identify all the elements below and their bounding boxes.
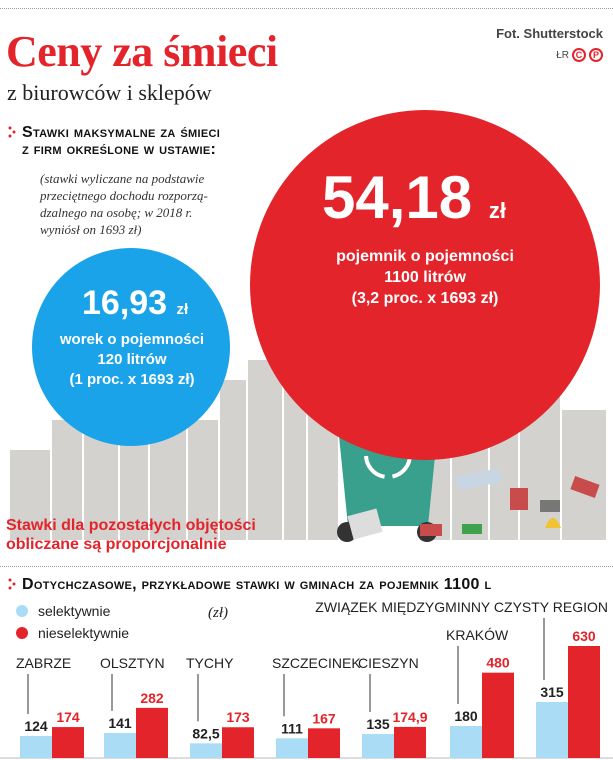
- bar-selective: [20, 736, 52, 758]
- category-label: KRAKÓW: [446, 627, 509, 643]
- bar-value-label: 82,5: [192, 725, 220, 742]
- calculation-note: [40, 170, 240, 238]
- bar-value-label: 282: [140, 689, 164, 706]
- bag-rate-description: [52, 330, 212, 390]
- page-subtitle: z biurowców i sklepów: [7, 80, 212, 105]
- bar-value-label: 167: [312, 710, 336, 727]
- bar-value-label: 173: [226, 709, 250, 726]
- category-label: ZABRZE: [16, 655, 72, 671]
- legend-label: nieselektywnie: [38, 625, 130, 641]
- bar-selective: [190, 743, 222, 758]
- bar-selective: [104, 733, 136, 758]
- heading-line-1: Stawki maksymalne za śmieci: [22, 124, 221, 141]
- bar-selective: [276, 738, 308, 758]
- desc-line: (3,2 proc. x 1693 zł): [351, 290, 499, 307]
- page-title: Ceny za śmieci: [6, 27, 278, 76]
- bar-selective: [362, 734, 394, 758]
- desc-line: 1100 litrów: [384, 269, 466, 286]
- desc-line: (1 proc. x 1693 zł): [69, 371, 195, 388]
- bar-value-label: 111: [281, 720, 303, 737]
- category-label: TYCHY: [186, 655, 234, 671]
- bag-rate-value: [82, 286, 188, 327]
- rate-unit: zł: [176, 301, 189, 318]
- heading-line-2: z firm określone w ustawie:: [22, 141, 217, 158]
- publisher-logo: [556, 48, 603, 62]
- desc-line: worek o pojemności: [59, 331, 205, 348]
- bar-value-label: 135: [366, 716, 390, 732]
- bar-selective: [450, 726, 482, 758]
- container-rate-description: [295, 246, 555, 309]
- category-label: OLSZTYN: [100, 655, 165, 671]
- bar-selective: [536, 702, 568, 758]
- bar-value-label: 174: [56, 709, 80, 726]
- top-rule: [0, 8, 613, 9]
- note-line: (stawki wyliczane na podstawie: [40, 171, 205, 186]
- category-label: CIESZYN: [358, 655, 419, 671]
- bar-nonselective: [52, 727, 84, 758]
- photo-credit: Fot. Shutterstock: [496, 26, 603, 41]
- rate-number: 54,18: [322, 164, 473, 231]
- category-label: SZCZECINEK: [272, 655, 361, 671]
- caption-line: obliczane są proporcjonalnie: [6, 536, 227, 553]
- proportional-caption: [6, 516, 256, 554]
- bar-nonselective: [136, 708, 168, 758]
- desc-line: 120 litrów: [97, 351, 167, 368]
- copyright-c-icon: C: [572, 48, 586, 62]
- bar-value-label: 315: [540, 684, 564, 700]
- section-bullet-icon: [8, 126, 18, 140]
- bar-value-label: 124: [24, 717, 48, 734]
- bar-value-label: 180: [454, 708, 478, 724]
- bar-nonselective: [222, 727, 254, 758]
- chart-unit-label: (zł): [208, 605, 228, 621]
- category-label: ZWIĄZEK MIĘDZYGMINNY CZYSTY REGION: [315, 599, 608, 615]
- bar-nonselective: [568, 646, 600, 758]
- bar-value-label: 480: [486, 654, 510, 671]
- caption-line: Stawki dla pozostałych objętości: [6, 517, 256, 534]
- section-rule: [0, 566, 613, 567]
- desc-line: pojemnik o pojemności: [336, 248, 514, 265]
- municipal-rates-bar-chart: [0, 598, 613, 760]
- bar-nonselective: [394, 727, 426, 758]
- rate-unit: zł: [488, 198, 506, 223]
- chart-title: Dotychczasowe, przykładowe stawki w gminach za pojemnik 1100 l: [22, 576, 492, 593]
- section-heading-max-rates: [22, 124, 292, 158]
- bar-value-label: 141: [108, 714, 132, 731]
- note-line: dzalnego na osobę; w 2018 r.: [40, 205, 193, 220]
- rate-number: 16,93: [82, 284, 168, 322]
- bar-nonselective: [482, 673, 514, 758]
- author-initials: ŁR: [556, 49, 569, 61]
- bar-nonselective: [308, 728, 340, 758]
- bar-value-label: 630: [572, 628, 596, 644]
- legend-label: selektywnie: [38, 603, 111, 619]
- note-line: przeciętnego dochodu rozporzą-: [40, 188, 208, 203]
- bar-value-label: 174,9: [392, 708, 428, 725]
- note-line: wyniósł on 1693 zł): [40, 222, 142, 237]
- container-rate-value: [322, 164, 506, 241]
- copyright-p-icon: P: [589, 48, 603, 62]
- section-bullet-icon: [8, 578, 18, 592]
